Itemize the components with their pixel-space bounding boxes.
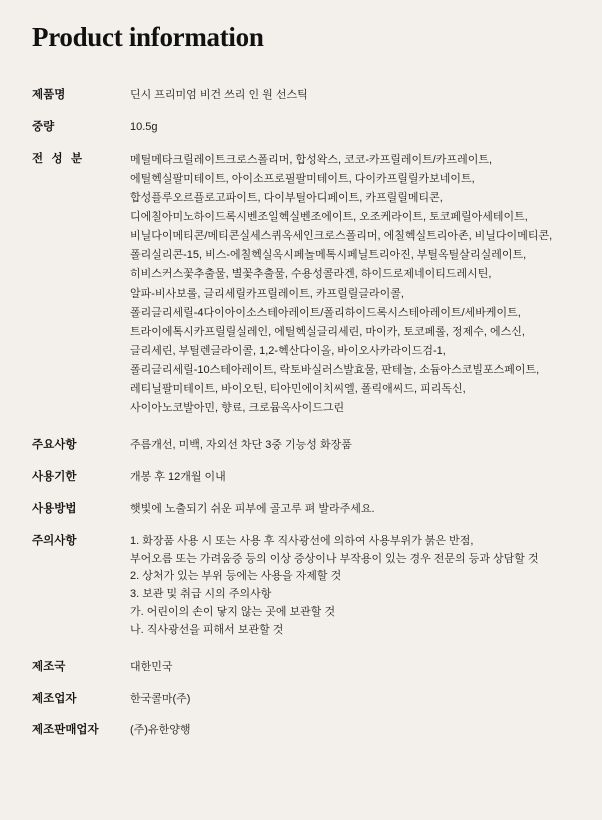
spec-row (30, 533, 572, 659)
spec-value-line: 트라이에톡시카프릴릴실레인, 에틸헥실글리세린, 마이카, 토코페롤, 정제수, 에스신, (130, 325, 525, 338)
spec-value-line: 폴리글리세릴-4다이아이소스테아레이트/폴리하이드록시스테아레이트/세바케이트, (130, 306, 521, 319)
spec-value-line: 딘시 프리미엄 비건 쓰리 인 원 선스틱 (130, 89, 308, 101)
spec-row (30, 151, 572, 438)
spec-value-line: 대한민국 (130, 660, 173, 673)
spec-value-line: 에틸헥실팔미테이트, 아이소프로필팔미테이트, 다이카프릴릴카보네이트, (130, 172, 475, 185)
spec-row (30, 659, 572, 691)
spec-value-line: 메틸메타크릴레이트크로스폴리머, 합성왁스, 코코-카프릴레이트/카프레이트, (130, 153, 493, 166)
spec-row-label: 사용기한 (32, 471, 77, 484)
spec-row-value (130, 659, 572, 691)
spec-row-label: 사용방법 (32, 503, 77, 515)
spec-row-label: 제조업자 (32, 692, 77, 705)
spec-value-line: 나. 직사광선을 피해서 보관할 것 (130, 623, 284, 636)
spec-row (30, 691, 572, 723)
spec-value-line: 2. 상처가 있는 부위 등에는 사용을 자제할 것 (130, 570, 342, 583)
spec-value-line: (주)유한양행 (130, 724, 191, 737)
spec-value-line: 개봉 후 12개월 이내 (130, 471, 226, 484)
spec-value-line: 비닐다이메티콘/메티콘실세스퀴옥세인크로스폴리머, 에칠헥실트리아존, 비닐다이메티콘, (130, 230, 553, 243)
spec-row (30, 87, 572, 119)
spec-value-line: 한국콜마(주) (130, 692, 191, 705)
spec-value-line: 3. 보관 및 취급 시의 주의사항 (130, 588, 272, 601)
spec-value-line: 폴리실리콘-15, 비스-에칠헥실옥시페놀메톡시페닐트리아진, 부틸옥틸살리실레이트, (130, 249, 527, 262)
spec-row (30, 437, 572, 469)
spec-row-label: 주의사항 (32, 534, 77, 547)
spec-value-line: 글리세린, 부틸렌글라이콜, 1,2-헥산다이올, 바이오사카라이드검-1, (130, 344, 446, 357)
spec-value-line: 부어오름 또는 가려움증 등의 이상 증상이나 부작용이 있는 경우 전문의 등과 상담할 것 (130, 552, 539, 565)
spec-row-value (130, 501, 572, 533)
spec-row (30, 501, 572, 533)
spec-row (30, 469, 572, 501)
spec-row-value (130, 722, 572, 754)
spec-value-line: 디에칠아미노하이드록시벤조일헥실벤조에이트, 오조케라이트, 토코페릴아세테이트, (130, 211, 528, 223)
spec-row-label: 제조국 (32, 660, 66, 673)
spec-value-line: 합성플루오르플로고파이트, 다이부틸아디페이트, 카프릴릴메티콘, (130, 191, 443, 204)
product-spec-body (30, 87, 572, 754)
spec-value-line: 히비스커스꽃추출물, 별꽃추출물, 수용성콜라겐, 하이드로제네이티드레시틴, (130, 268, 492, 281)
spec-row (30, 119, 572, 151)
spec-value-line: 주름개선, 미백, 자외선 차단 3중 기능성 화장품 (130, 439, 352, 452)
spec-value-line: 1. 화장품 사용 시 또는 사용 후 직사광선에 의하여 사용부위가 붉은 반점, (130, 534, 474, 547)
spec-value-line: 알파-비사보롤, 글리세릴카프릴레이트, 카프릴릴글라이콜, (130, 287, 404, 300)
spec-row-value (130, 437, 572, 469)
spec-row-value (130, 533, 572, 659)
spec-row-value (130, 87, 572, 119)
page-title: Product information (32, 22, 264, 52)
spec-row-value (130, 469, 572, 501)
spec-row-label: 중량 (32, 120, 55, 133)
spec-row-label: 주요사항 (32, 439, 77, 452)
spec-row (30, 722, 572, 754)
spec-row-label: 제품명 (32, 89, 66, 101)
spec-row-label: 전 성 분 (32, 152, 85, 165)
product-spec-table (30, 87, 572, 754)
spec-value-line: 햇빛에 노출되기 쉬운 피부에 골고루 펴 발라주세요. (130, 503, 375, 515)
spec-row-value (130, 151, 572, 438)
spec-row-value (130, 119, 572, 151)
spec-row-value (130, 691, 572, 723)
spec-value-line: 사이아노코발아민, 향료, 크로뮴옥사이드그린 (130, 402, 345, 415)
spec-value-line: 레티닐팔미테이트, 바이오틴, 티아민에이치씨엘, 폴릭애씨드, 피리독신, (130, 383, 466, 396)
spec-value-line: 폴리글리세릴-10스테아레이트, 락토바실러스발효물, 판테놀, 소듐아스코빌포스페이트, (130, 364, 540, 376)
spec-value-line: 가. 어린이의 손이 닿지 않는 곳에 보관할 것 (130, 606, 336, 619)
spec-row-label: 제조판매업자 (32, 724, 99, 737)
spec-value-line: 10.5g (130, 120, 158, 133)
